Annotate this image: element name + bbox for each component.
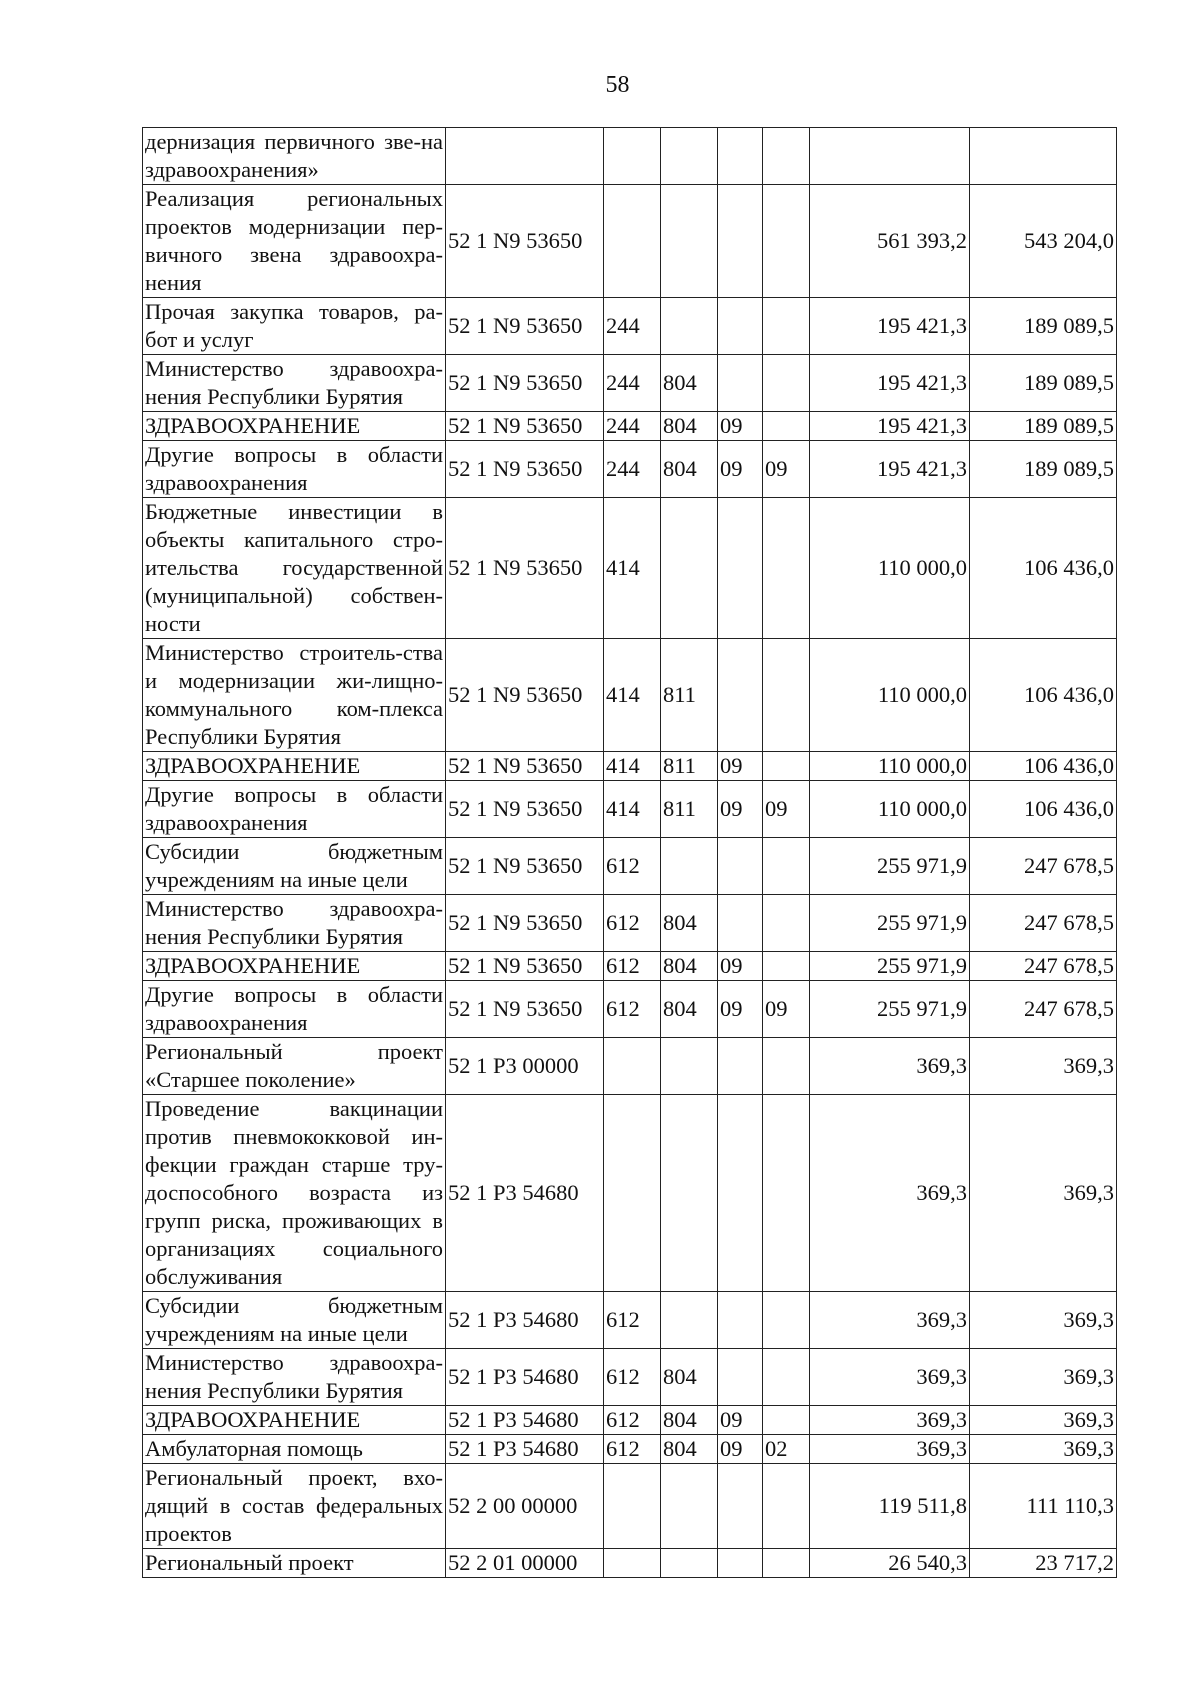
- budget-table-body: [143, 128, 1117, 1578]
- subsection-cell: [763, 185, 810, 298]
- expense-type-cell: 612: [604, 1349, 661, 1406]
- budget-table: [142, 127, 1117, 1578]
- row-name-cell: Бюджетные инвестиции в объекты капитального стро-ительства государственной (муниципальной) собствен-ности: [143, 498, 446, 639]
- row-name-cell: Другие вопросы в области здравоохранения: [143, 981, 446, 1038]
- amount-2-cell: 247 678,5: [970, 981, 1117, 1038]
- amount-2-cell: 189 089,5: [970, 412, 1117, 441]
- amount-2-cell: 189 089,5: [970, 355, 1117, 412]
- amount-1-cell: 195 421,3: [810, 298, 970, 355]
- expense-type-cell: 612: [604, 1292, 661, 1349]
- expense-type-cell: 414: [604, 752, 661, 781]
- table-row: [143, 639, 1117, 752]
- row-name-cell: Министерство здравоохра-нения Республики Бурятия: [143, 355, 446, 412]
- target-code-cell: 52 1 P3 54680: [446, 1349, 604, 1406]
- expense-type-cell: 414: [604, 781, 661, 838]
- ministry-code-cell: [661, 128, 718, 185]
- ministry-code-cell: [661, 838, 718, 895]
- row-name-cell: Другие вопросы в области здравоохранения: [143, 781, 446, 838]
- target-code-cell: 52 1 P3 54680: [446, 1435, 604, 1464]
- subsection-cell: [763, 1549, 810, 1578]
- amount-1-cell: 369,3: [810, 1095, 970, 1292]
- target-code-cell: 52 1 N9 53650: [446, 981, 604, 1038]
- amount-2-cell: 369,3: [970, 1406, 1117, 1435]
- table-row: [143, 1038, 1117, 1095]
- amount-1-cell: 110 000,0: [810, 752, 970, 781]
- section-cell: 09: [718, 981, 763, 1038]
- amount-2-cell: 369,3: [970, 1038, 1117, 1095]
- subsection-cell: [763, 128, 810, 185]
- target-code-cell: 52 1 N9 53650: [446, 838, 604, 895]
- row-name-cell: Реализация региональных проектов модернизации пер-вичного звена здравоохра-нения: [143, 185, 446, 298]
- amount-1-cell: 26 540,3: [810, 1549, 970, 1578]
- section-cell: 09: [718, 1406, 763, 1435]
- amount-2-cell: 106 436,0: [970, 752, 1117, 781]
- section-cell: [718, 185, 763, 298]
- subsection-cell: [763, 412, 810, 441]
- expense-type-cell: 612: [604, 895, 661, 952]
- target-code-cell: [446, 128, 604, 185]
- ministry-code-cell: [661, 1549, 718, 1578]
- expense-type-cell: 414: [604, 639, 661, 752]
- row-name-cell: ЗДРАВООХРАНЕНИЕ: [143, 752, 446, 781]
- amount-2-cell: 106 436,0: [970, 639, 1117, 752]
- section-cell: 09: [718, 441, 763, 498]
- amount-1-cell: 110 000,0: [810, 639, 970, 752]
- row-name-cell: Региональный проект «Старшее поколение»: [143, 1038, 446, 1095]
- ministry-code-cell: 804: [661, 895, 718, 952]
- subsection-cell: [763, 838, 810, 895]
- amount-2-cell: 23 717,2: [970, 1549, 1117, 1578]
- expense-type-cell: [604, 185, 661, 298]
- table-row: [143, 412, 1117, 441]
- amount-2-cell: 247 678,5: [970, 952, 1117, 981]
- row-name-cell: Субсидии бюджетным учреждениям на иные цели: [143, 1292, 446, 1349]
- amount-2-cell: 111 110,3: [970, 1464, 1117, 1549]
- table-row: [143, 185, 1117, 298]
- section-cell: 09: [718, 752, 763, 781]
- row-name-cell: Субсидии бюджетным учреждениям на иные цели: [143, 838, 446, 895]
- section-cell: [718, 1349, 763, 1406]
- section-cell: 09: [718, 1435, 763, 1464]
- expense-type-cell: 612: [604, 838, 661, 895]
- subsection-cell: [763, 298, 810, 355]
- amount-2-cell: 543 204,0: [970, 185, 1117, 298]
- section-cell: 09: [718, 412, 763, 441]
- subsection-cell: [763, 952, 810, 981]
- row-name-cell: дернизация первичного зве-на здравоохранения»: [143, 128, 446, 185]
- table-row: [143, 441, 1117, 498]
- amount-1-cell: 369,3: [810, 1435, 970, 1464]
- ministry-code-cell: [661, 185, 718, 298]
- expense-type-cell: 612: [604, 1406, 661, 1435]
- section-cell: 09: [718, 781, 763, 838]
- subsection-cell: [763, 752, 810, 781]
- expense-type-cell: 612: [604, 1435, 661, 1464]
- subsection-cell: [763, 498, 810, 639]
- table-row: [143, 1349, 1117, 1406]
- table-row: [143, 781, 1117, 838]
- subsection-cell: [763, 1406, 810, 1435]
- page-number: 58: [605, 72, 630, 98]
- target-code-cell: 52 1 N9 53650: [446, 781, 604, 838]
- target-code-cell: 52 1 N9 53650: [446, 355, 604, 412]
- section-cell: [718, 1292, 763, 1349]
- ministry-code-cell: 804: [661, 1406, 718, 1435]
- ministry-code-cell: 804: [661, 1435, 718, 1464]
- table-row: [143, 981, 1117, 1038]
- expense-type-cell: 612: [604, 981, 661, 1038]
- amount-1-cell: 255 971,9: [810, 952, 970, 981]
- amount-1-cell: 255 971,9: [810, 981, 970, 1038]
- ministry-code-cell: [661, 1038, 718, 1095]
- row-name-cell: Прочая закупка товаров, ра-бот и услуг: [143, 298, 446, 355]
- amount-1-cell: 561 393,2: [810, 185, 970, 298]
- table-row: [143, 1549, 1117, 1578]
- subsection-cell: 09: [763, 781, 810, 838]
- section-cell: [718, 355, 763, 412]
- section-cell: [718, 1464, 763, 1549]
- table-row: [143, 752, 1117, 781]
- section-cell: [718, 838, 763, 895]
- target-code-cell: 52 2 01 00000: [446, 1549, 604, 1578]
- amount-2-cell: 369,3: [970, 1435, 1117, 1464]
- section-cell: [718, 1038, 763, 1095]
- table-row: [143, 298, 1117, 355]
- row-name-cell: Министерство строитель-ства и модернизации жи-лищно-коммунального ком-плекса Республики Бурятия: [143, 639, 446, 752]
- amount-2-cell: 189 089,5: [970, 441, 1117, 498]
- table-row: [143, 355, 1117, 412]
- amount-1-cell: 369,3: [810, 1349, 970, 1406]
- ministry-code-cell: 804: [661, 952, 718, 981]
- amount-1-cell: 255 971,9: [810, 838, 970, 895]
- ministry-code-cell: 811: [661, 781, 718, 838]
- amount-2-cell: [970, 128, 1117, 185]
- target-code-cell: 52 1 N9 53650: [446, 752, 604, 781]
- expense-type-cell: [604, 1549, 661, 1578]
- row-name-cell: ЗДРАВООХРАНЕНИЕ: [143, 1406, 446, 1435]
- subsection-cell: [763, 1464, 810, 1549]
- ministry-code-cell: 804: [661, 441, 718, 498]
- row-name-cell: Амбулаторная помощь: [143, 1435, 446, 1464]
- target-code-cell: 52 1 N9 53650: [446, 498, 604, 639]
- section-cell: 09: [718, 952, 763, 981]
- subsection-cell: [763, 895, 810, 952]
- table-row: [143, 1464, 1117, 1549]
- section-cell: [718, 1549, 763, 1578]
- amount-1-cell: 369,3: [810, 1038, 970, 1095]
- ministry-code-cell: 804: [661, 981, 718, 1038]
- expense-type-cell: 414: [604, 498, 661, 639]
- ministry-code-cell: [661, 1095, 718, 1292]
- row-name-cell: ЗДРАВООХРАНЕНИЕ: [143, 952, 446, 981]
- row-name-cell: Проведение вакцинации против пневмококковой ин-фекции граждан старше тру-доспособного возраста из групп риска, проживающих в организациях социального обслуживания: [143, 1095, 446, 1292]
- table-row: [143, 895, 1117, 952]
- expense-type-cell: 244: [604, 355, 661, 412]
- amount-2-cell: 247 678,5: [970, 838, 1117, 895]
- table-row: [143, 1095, 1117, 1292]
- ministry-code-cell: [661, 1464, 718, 1549]
- target-code-cell: 52 1 N9 53650: [446, 952, 604, 981]
- row-name-cell: ЗДРАВООХРАНЕНИЕ: [143, 412, 446, 441]
- subsection-cell: [763, 1095, 810, 1292]
- amount-1-cell: 255 971,9: [810, 895, 970, 952]
- subsection-cell: [763, 1038, 810, 1095]
- ministry-code-cell: [661, 1292, 718, 1349]
- amount-2-cell: 369,3: [970, 1349, 1117, 1406]
- amount-1-cell: 369,3: [810, 1406, 970, 1435]
- table-row: [143, 1292, 1117, 1349]
- expense-type-cell: [604, 128, 661, 185]
- subsection-cell: 02: [763, 1435, 810, 1464]
- ministry-code-cell: 804: [661, 355, 718, 412]
- ministry-code-cell: 811: [661, 752, 718, 781]
- row-name-cell: Министерство здравоохра-нения Республики Бурятия: [143, 1349, 446, 1406]
- target-code-cell: 52 1 N9 53650: [446, 639, 604, 752]
- expense-type-cell: [604, 1095, 661, 1292]
- table-row: [143, 1435, 1117, 1464]
- table-row: [143, 952, 1117, 981]
- expense-type-cell: 244: [604, 441, 661, 498]
- row-name-cell: Другие вопросы в области здравоохранения: [143, 441, 446, 498]
- subsection-cell: [763, 1292, 810, 1349]
- amount-1-cell: 195 421,3: [810, 355, 970, 412]
- target-code-cell: 52 1 P3 54680: [446, 1292, 604, 1349]
- ministry-code-cell: [661, 498, 718, 639]
- expense-type-cell: 244: [604, 298, 661, 355]
- amount-1-cell: 119 511,8: [810, 1464, 970, 1549]
- amount-1-cell: 195 421,3: [810, 441, 970, 498]
- table-row: [143, 498, 1117, 639]
- amount-1-cell: 369,3: [810, 1292, 970, 1349]
- subsection-cell: [763, 639, 810, 752]
- ministry-code-cell: 804: [661, 1349, 718, 1406]
- amount-2-cell: 369,3: [970, 1095, 1117, 1292]
- row-name-cell: Региональный проект: [143, 1549, 446, 1578]
- amount-1-cell: 110 000,0: [810, 781, 970, 838]
- amount-2-cell: 106 436,0: [970, 781, 1117, 838]
- row-name-cell: Региональный проект, вхо-дящий в состав федеральных проектов: [143, 1464, 446, 1549]
- expense-type-cell: [604, 1038, 661, 1095]
- subsection-cell: [763, 355, 810, 412]
- amount-1-cell: 110 000,0: [810, 498, 970, 639]
- target-code-cell: 52 1 N9 53650: [446, 298, 604, 355]
- amount-2-cell: 369,3: [970, 1292, 1117, 1349]
- section-cell: [718, 1095, 763, 1292]
- subsection-cell: 09: [763, 981, 810, 1038]
- amount-1-cell: 195 421,3: [810, 412, 970, 441]
- expense-type-cell: [604, 1464, 661, 1549]
- table-row: [143, 128, 1117, 185]
- expense-type-cell: 244: [604, 412, 661, 441]
- section-cell: [718, 128, 763, 185]
- target-code-cell: 52 1 N9 53650: [446, 441, 604, 498]
- subsection-cell: 09: [763, 441, 810, 498]
- target-code-cell: 52 1 N9 53650: [446, 895, 604, 952]
- ministry-code-cell: 811: [661, 639, 718, 752]
- amount-2-cell: 106 436,0: [970, 498, 1117, 639]
- target-code-cell: 52 1 N9 53650: [446, 185, 604, 298]
- target-code-cell: 52 1 P3 54680: [446, 1406, 604, 1435]
- section-cell: [718, 498, 763, 639]
- target-code-cell: 52 1 N9 53650: [446, 412, 604, 441]
- section-cell: [718, 895, 763, 952]
- section-cell: [718, 298, 763, 355]
- table-row: [143, 1406, 1117, 1435]
- target-code-cell: 52 2 00 00000: [446, 1464, 604, 1549]
- amount-1-cell: [810, 128, 970, 185]
- subsection-cell: [763, 1349, 810, 1406]
- row-name-cell: Министерство здравоохра-нения Республики Бурятия: [143, 895, 446, 952]
- target-code-cell: 52 1 P3 00000: [446, 1038, 604, 1095]
- amount-2-cell: 247 678,5: [970, 895, 1117, 952]
- ministry-code-cell: [661, 298, 718, 355]
- target-code-cell: 52 1 P3 54680: [446, 1095, 604, 1292]
- section-cell: [718, 639, 763, 752]
- amount-2-cell: 189 089,5: [970, 298, 1117, 355]
- table-row: [143, 838, 1117, 895]
- expense-type-cell: 612: [604, 952, 661, 981]
- ministry-code-cell: 804: [661, 412, 718, 441]
